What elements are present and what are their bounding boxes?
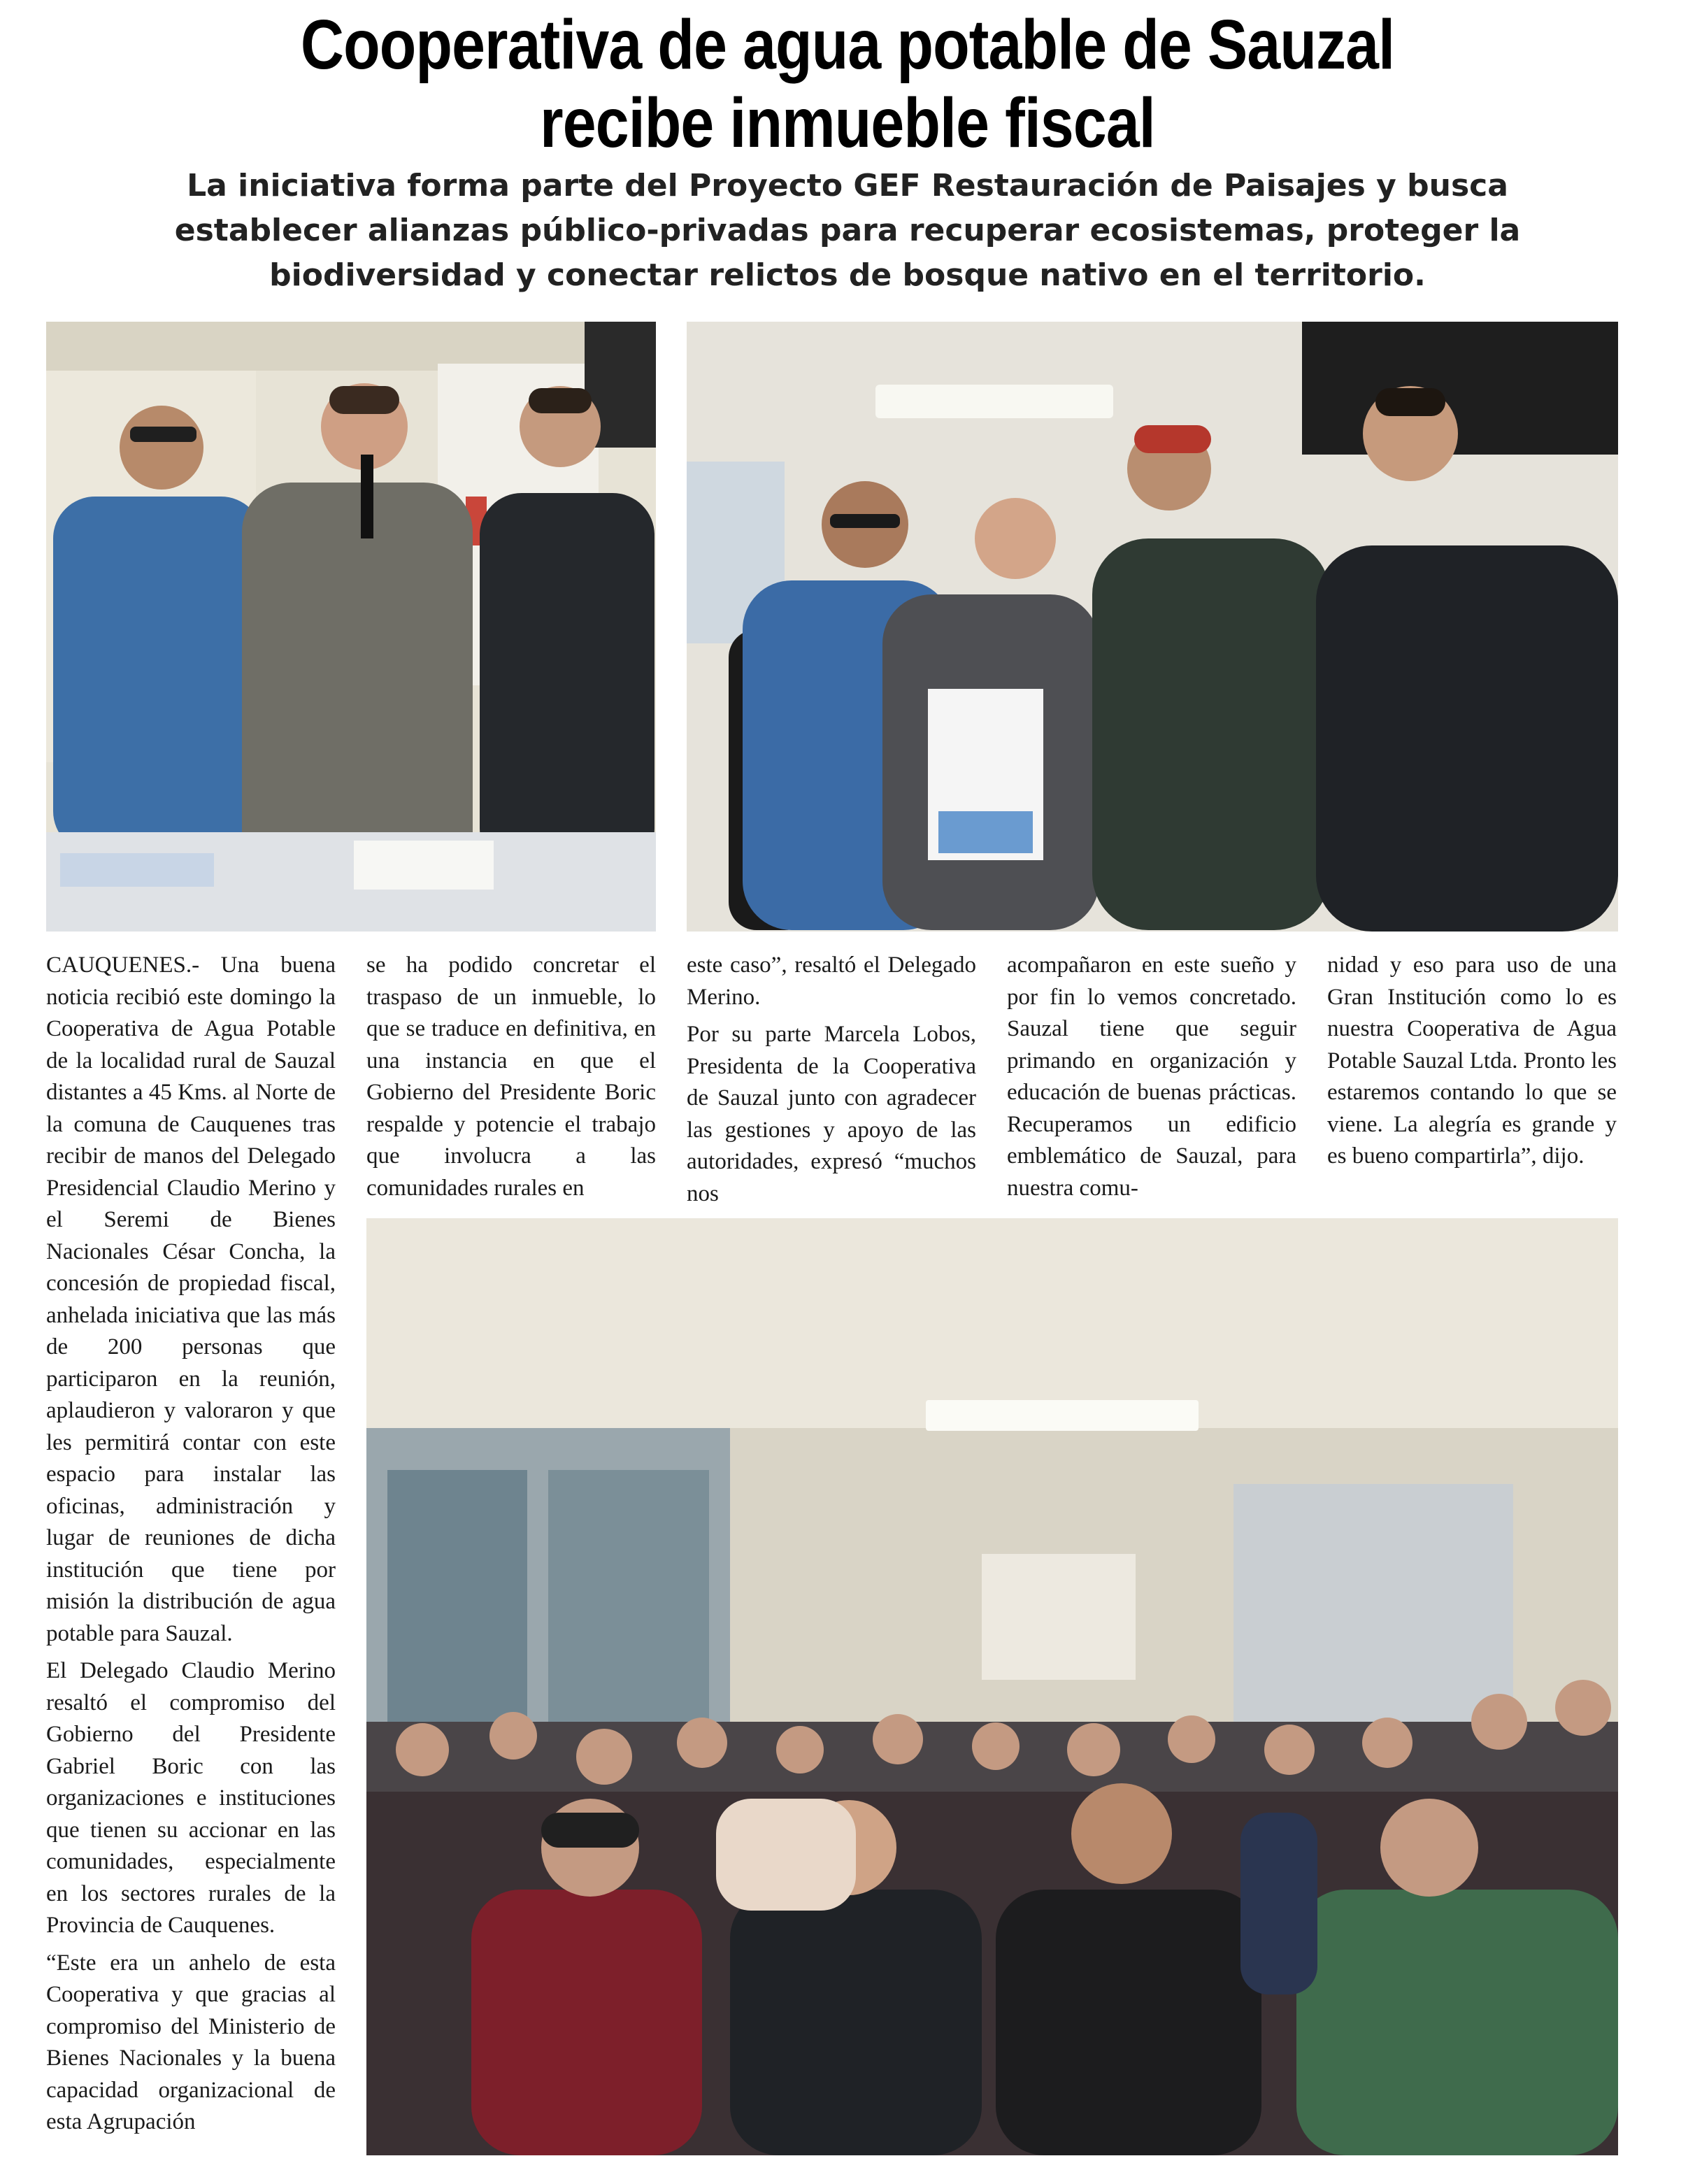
article-column-1	[46, 950, 336, 2139]
paragraph-col3-a: este caso”, resaltó el Delegado Merino.	[687, 952, 976, 1010]
article-column-3	[687, 950, 976, 1210]
article-column-5	[1327, 950, 1617, 1173]
headline: Cooperativa de agua potable de Sauzal recibe inmueble fiscal	[300, 6, 1395, 162]
paragraph-col4: acompañaron en este sueño y por fin lo vemos concretado. Sauzal tiene que seguir primando en organización y educación de buenas prácticas. Recuperamos un edificio emblemático de Sauzal, para nuestra comu-	[1007, 952, 1296, 1201]
paragraph-delegado: El Delegado Claudio Merino resaltó el compromiso del Gobierno del Presidente Gabriel Boric con las organizaciones e instituciones que tienen su accionar en las comunidades, especialmente en los sectores rurales de la Provincia de Cauquenes.	[46, 1658, 336, 1938]
paragraph-col5: nidad y eso para uso de una Gran Institución como lo es nuestra Cooperativa de Agua Potable Sauzal Ltda. Pronto les estaremos contando lo que se viene. La alegría es grande y es bueno compartirla”, dijo.	[1327, 952, 1617, 1169]
photo-speech-microphone	[46, 322, 656, 932]
article-column-4	[1007, 950, 1296, 1204]
subheadline: La iniciativa forma parte del Proyecto GEF Restauración de Paisajes y busca establecer alianzas público-privadas para recuperar ecosistemas, proteger la biodiversidad y conectar relictos de bosque nativo en el territorio.	[174, 168, 1521, 293]
paragraph-col2: se ha podido concretar el traspaso de un inmueble, lo que se traduce en definitiva, en una instancia en que el Gobierno del Presidente Boric respalde y potencie el trabajo que involucra a las comunidades rurales en	[366, 952, 656, 1201]
paragraph-quote: “Este era un anhelo de esta Cooperativa y que gracias al compromiso del Ministerio de Bienes Nacionales y la buena capacidad organizacional de esta Agrupación	[46, 1950, 336, 2134]
photo-audience-meeting	[366, 1218, 1618, 2155]
paragraph-intro: CAUQUENES.- Una buena noticia recibió este domingo la Cooperativa de Agua Potable de la localidad rural de Sauzal distantes a 45 Kms. al Norte de la comuna de Cauquenes tras recibir de manos del Delegado Presidencial Claudio Merino y el Seremi de Bienes Nacionales César Concha, la concesión de propiedad fiscal, anhelada iniciativa que las más de 200 personas que participaron en la reunión, aplaudieron y valoraron y que les permitirá contar con este espacio para instalar las oficinas, administración y lugar de reuniones de dicha institución que tiene por misión la distribución de agua potable para Sauzal.	[46, 952, 336, 1646]
photo-document-handover	[687, 322, 1618, 932]
paragraph-col3-b: Por su parte Marcela Lobos, Presidenta de la Cooperativa de Sauzal junto con agradecer las gestiones y apoyo de las autoridades, expresó “muchos nos	[687, 1022, 976, 1206]
article-column-2	[366, 950, 656, 1204]
